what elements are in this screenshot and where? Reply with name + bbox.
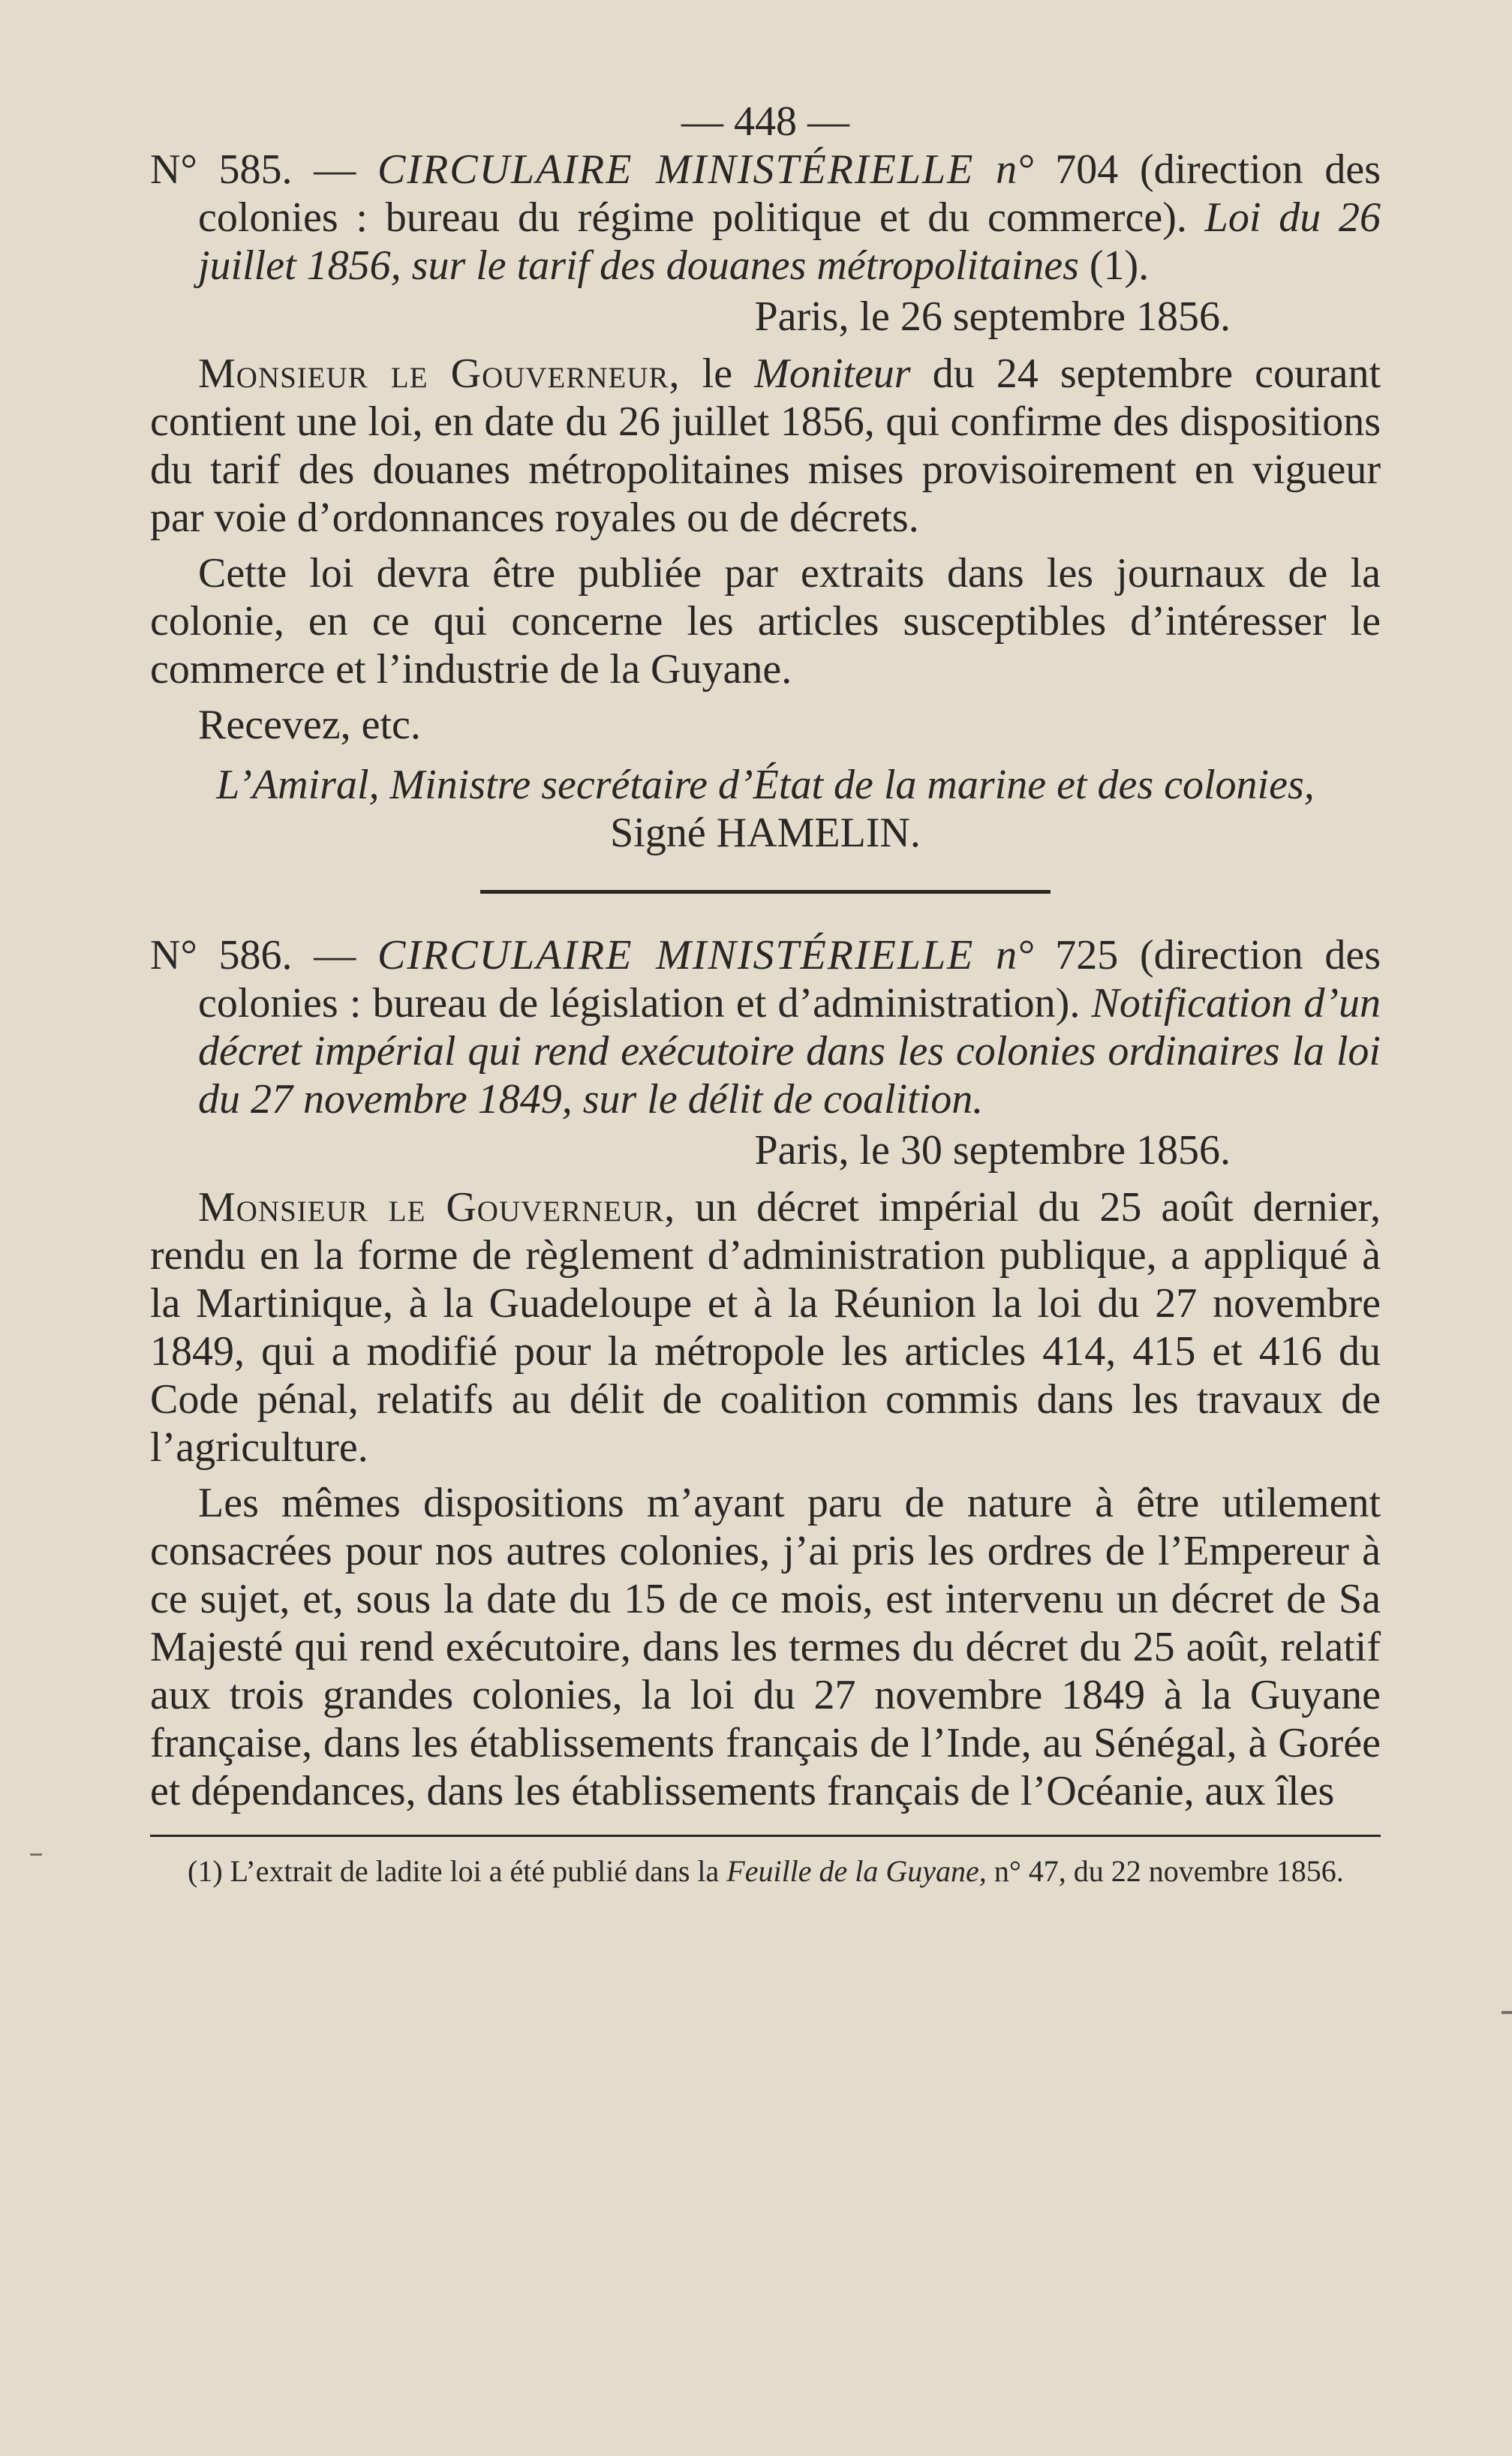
entry-586-circ-prefix: n° bbox=[996, 932, 1034, 978]
entry-586-heading bbox=[150, 931, 1381, 1123]
footnote-text-b: n° 47, du 22 novembre 1856. bbox=[993, 1854, 1344, 1888]
entry-585-circ-prefix: n° bbox=[996, 146, 1034, 193]
entry-585-title: CIRCULAIRE MINISTÉRIELLE bbox=[377, 146, 975, 193]
entry-585-signature: Signé HAMELIN. bbox=[610, 810, 921, 856]
entry-586-paragraph-1 bbox=[150, 1183, 1381, 1471]
entry-586-date: Paris, le 30 septembre 1856. bbox=[754, 1127, 1231, 1174]
entry-585-signatory-title: L’Amiral, Ministre secrétaire d’État de la marine et des colonies, bbox=[216, 762, 1315, 808]
footnote-marker: (1) bbox=[188, 1854, 223, 1888]
page-edge-mark-right bbox=[1501, 2011, 1512, 2014]
entry-585-paragraph-2: Cette loi devra être publiée par extraits dans les journaux de la colonie, en ce qui concerne les articles susceptibles d’intéresser le commerce et l’industrie de la Guyane. bbox=[150, 550, 1381, 693]
footnote-rule bbox=[150, 1835, 1381, 1837]
footnote-text-a: L’extrait de ladite loi a été publié dans la bbox=[230, 1854, 720, 1888]
entry-586-paragraph-2: Les mêmes dispositions m’ayant paru de nature à être utilement consacrées pour nos autres colonies, j’ai pris les ordres de l’Empereur à ce sujet, et, sous la date du 15 de ce mois, est intervenu un décret de Sa Majesté qui rend exécutoire, dans les termes du décret du 25 août, relatif aux trois grandes colonies, la loi du 27 novembre 1849 à la Guyane française, dans les établissements français de l’Inde, au Sénégal, à Gorée et dépendances, dans les établissements français de l’Océanie, aux îles bbox=[150, 1480, 1381, 1814]
entry-585-closing: Recevez, etc. bbox=[198, 702, 421, 748]
entry-586-subject: Notification d’un décret impérial qui rend exécutoire dans les colonies ordinaires la loi du 27 novembre 1849, sur le délit de coalition. bbox=[198, 980, 1381, 1123]
entry-585 bbox=[150, 146, 1381, 857]
entry-585-direction: (direction des colonies : bureau du régime politique et du commerce). bbox=[198, 146, 1381, 241]
entry-586-title: CIRCULAIRE MINISTÉRIELLE bbox=[377, 932, 975, 978]
section-divider bbox=[480, 890, 1051, 894]
entry-585-footnote-ref: (1). bbox=[1089, 242, 1150, 289]
entry-585-subject: Loi du 26 juillet 1856, sur le tarif des douanes métropolitaines bbox=[198, 194, 1381, 289]
entry-586 bbox=[150, 931, 1381, 1815]
document-page bbox=[150, 98, 1381, 2349]
entry-585-journal-name: Moniteur bbox=[754, 350, 911, 397]
entry-585-number: N° 585. — bbox=[150, 146, 356, 193]
entry-585-circ-number: 704 bbox=[1055, 146, 1119, 193]
page-edge-mark-left bbox=[30, 1853, 42, 1856]
entry-585-para1-b: du 24 septembre courant contient une loi, en date du 26 juillet 1856, qui confirme des dispositions du tarif des douanes métropolitaines mises provisoirement en vigueur par voie d’ordonnances royales ou de décrets. bbox=[150, 350, 1381, 541]
entry-585-para1-a: le bbox=[702, 350, 733, 397]
entry-586-number: N° 586. — bbox=[150, 932, 356, 978]
footnote-publication: Feuille de la Guyane, bbox=[726, 1854, 987, 1888]
entry-586-direction: (direction des colonies : bureau de législation et d’administration). bbox=[198, 932, 1381, 1027]
page-number: — 448 — bbox=[681, 98, 849, 145]
entry-586-circ-number: 725 bbox=[1055, 932, 1119, 978]
entry-585-paragraph-1 bbox=[150, 350, 1381, 542]
entry-586-salutation: Monsieur le Gouverneur, bbox=[198, 1184, 676, 1231]
entry-585-salutation: Monsieur le Gouverneur, bbox=[198, 350, 681, 397]
entry-585-heading bbox=[150, 146, 1381, 290]
footnote bbox=[150, 1852, 1381, 1891]
entry-586-para1: un décret impérial du 25 août dernier, rendu en la forme de règlement d’administration publique, a appliqué à la Martinique, à la Guadeloupe et à la Réunion la loi du 27 novembre 1849, qui a modifié pour la métropole les articles 414, 415 et 416 du Code pénal, relatifs au délit de coalition commis dans les travaux de l’agriculture. bbox=[150, 1184, 1381, 1471]
entry-585-date: Paris, le 26 septembre 1856. bbox=[754, 293, 1231, 340]
